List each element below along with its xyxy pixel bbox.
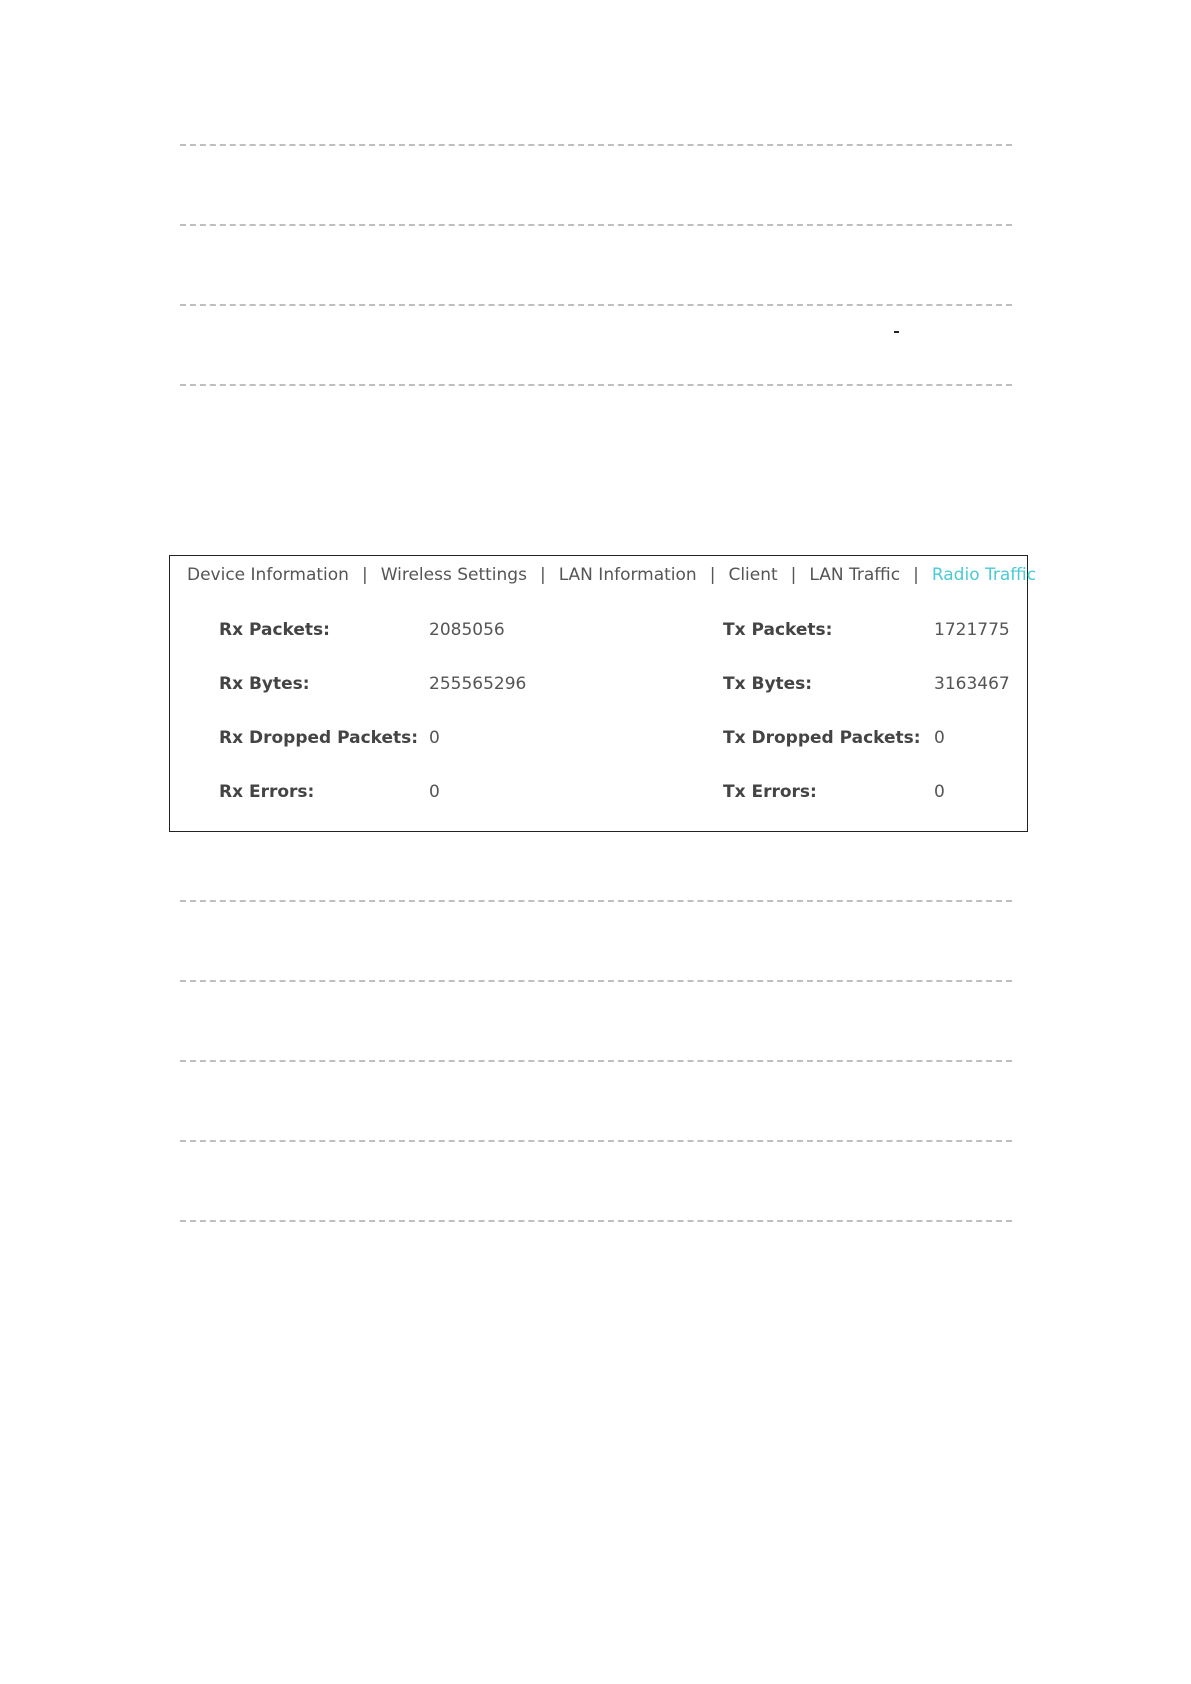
- rx-dropped-value: 0: [429, 728, 440, 748]
- rx-packets-label: Rx Packets:: [219, 620, 330, 640]
- tab-radio-traffic[interactable]: Radio Traffic: [931, 565, 1037, 585]
- stray-mark: [894, 331, 899, 333]
- dashed-rule-4: [180, 384, 1012, 386]
- tx-bytes-label: Tx Bytes:: [723, 674, 813, 694]
- rx-packets-value: 2085056: [429, 620, 505, 640]
- tab-separator: |: [790, 565, 797, 585]
- tx-errors-value: 0: [934, 782, 945, 802]
- dashed-rule-5: [180, 900, 1012, 902]
- dashed-rule-6: [180, 980, 1012, 982]
- rx-bytes-value: 255565296: [429, 674, 527, 694]
- tx-bytes-value: 3163467: [934, 674, 1010, 694]
- stats-row-errors: [170, 779, 1027, 805]
- tab-wireless-settings[interactable]: Wireless Settings: [380, 565, 527, 585]
- stats-row-packets: [170, 617, 1027, 643]
- dashed-rule-2: [180, 224, 1012, 226]
- dashed-rule-8: [180, 1140, 1012, 1142]
- tab-lan-traffic[interactable]: LAN Traffic: [809, 565, 901, 585]
- tab-separator: |: [539, 565, 546, 585]
- tx-errors-label: Tx Errors:: [723, 782, 817, 802]
- dashed-rule-1: [180, 144, 1012, 146]
- tab-separator: |: [913, 565, 919, 585]
- radio-traffic-panel: [169, 555, 1037, 832]
- dashed-rule-3: [180, 304, 1012, 306]
- tx-dropped-label: Tx Dropped Packets:: [723, 728, 921, 748]
- rx-dropped-label: Rx Dropped Packets:: [219, 728, 419, 748]
- tab-bar: [187, 561, 1036, 589]
- tx-packets-value: 1721775: [934, 620, 1010, 640]
- rx-errors-label: Rx Errors:: [219, 782, 315, 802]
- tab-separator: |: [361, 565, 368, 585]
- tx-packets-label: Tx Packets:: [723, 620, 833, 640]
- dashed-rule-9: [180, 1220, 1012, 1222]
- rx-errors-value: 0: [429, 782, 440, 802]
- tab-device-information[interactable]: Device Information: [187, 565, 349, 585]
- rx-bytes-label: Rx Bytes:: [219, 674, 310, 694]
- dashed-rule-7: [180, 1060, 1012, 1062]
- stats-row-dropped: [170, 725, 1027, 751]
- tab-separator: |: [709, 565, 716, 585]
- tab-lan-information[interactable]: LAN Information: [558, 565, 697, 585]
- stats-row-bytes: [170, 671, 1027, 697]
- tx-dropped-value: 0: [934, 728, 945, 748]
- tab-client[interactable]: Client: [728, 565, 778, 585]
